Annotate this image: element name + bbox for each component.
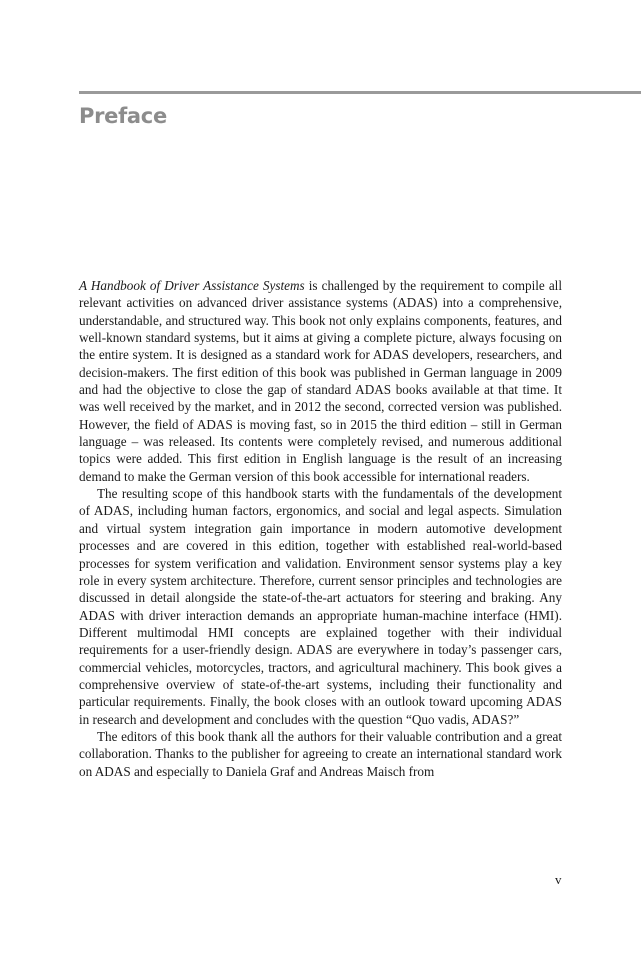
paragraph-2: The resulting scope of this handbook starts with the fundamentals of the development of ADAS, including human factors, ergonomics, and social and legal aspects. Simulation and virtual system integration gain importance in modern automotive development processes and are covered in this edition, together with established real-world-based processes for system verification and validation. Environment sensor systems play a key role in every system architecture. Therefore, current sensor principles and technologies are discussed in detail alongside the state-of-the-art actuators for steering and braking. Any ADAS with driver interaction demands an appropriate human-machine interface (HMI). Different multimodal HMI concepts are explained together with their individual requirements for a user-friendly design. ADAS are everywhere in today’s passenger cars, commercial vehicles, motorcycles, tractors, and agricultural machinery. This book gives a comprehensive overview of state-of-the-art systems, including their functionality and particular requirements. Finally, the book closes with an outlook toward upcoming ADAS in research and development and concludes with the question “Quo vadis, ADAS?” bbox=[79, 486, 562, 727]
header-rule bbox=[79, 91, 641, 94]
book-title: A Handbook of Driver Assistance Systems bbox=[79, 278, 305, 293]
paragraph-1-text: is challenged by the requirement to compile all relevant activities on advanced driver assistance systems (ADAS) into a comprehensive, understandable, and structured way. This book not only explains components, features, and well-known standard systems, but it aims at giving a complete picture, always focusing on the entire system. It is designed as a standard work for ADAS developers, researchers, and decision-makers. The first edition of this book was published in German language in 2009 and had the objective to close the gap of standard ADAS books available at that time. It was well received by the market, and in 2012 the second, corrected version was published. However, the field of ADAS is moving fast, so in 2015 the third edition – still in German language – was released. Its contents were completely revised, and numerous additional topics were added. This first edition in English language is the result of an increasing demand to make the German version of this book accessible for international readers. bbox=[79, 278, 563, 484]
chapter-heading: Preface bbox=[79, 104, 167, 128]
page-number: v bbox=[555, 872, 562, 887]
paragraph-1 bbox=[79, 277, 562, 485]
paragraph-3: The editors of this book thank all the authors for their valuable contribution and a great collaboration. Thanks to the publisher for agreeing to create an international standard work on ADAS and especially to Daniela Graf and Andreas Maisch from bbox=[79, 728, 562, 779]
preface-body bbox=[79, 277, 562, 780]
